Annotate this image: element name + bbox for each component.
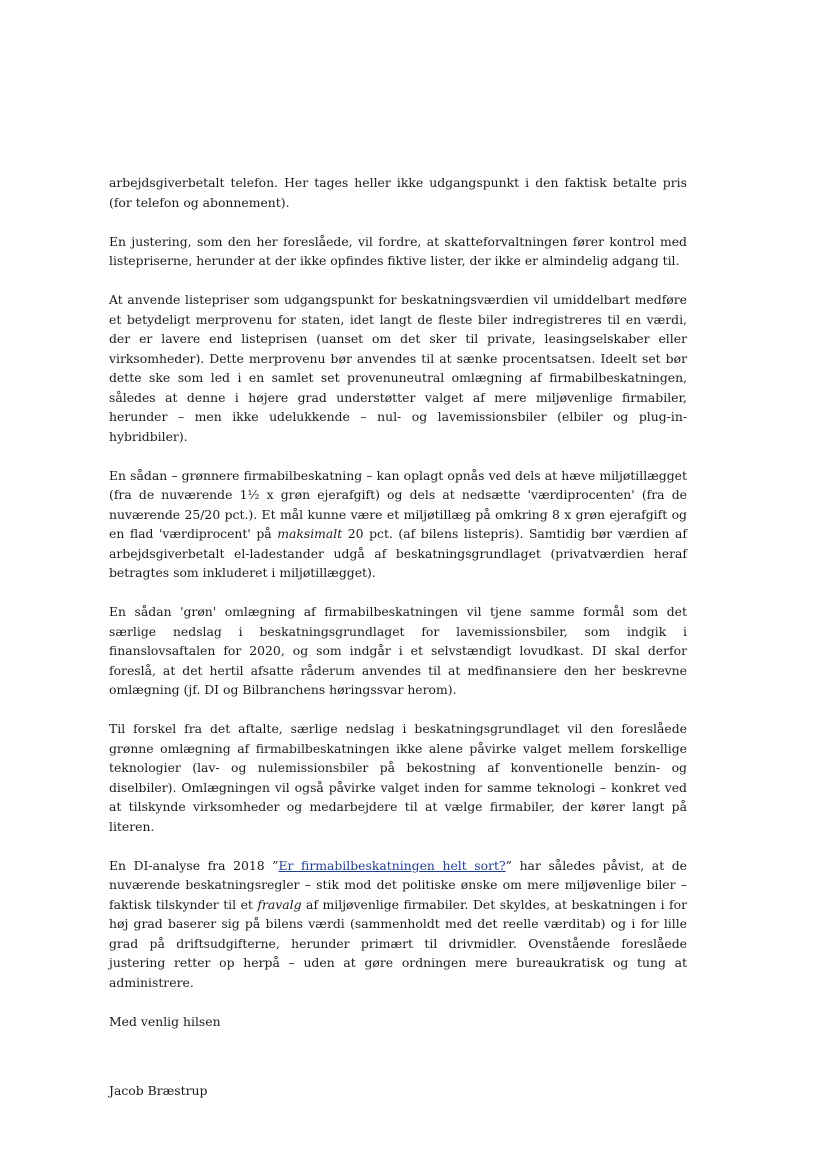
- paragraph-greener-taxation-text-1: En sådan – grønnere firmabilbeskatning – kan oplagt opnås ved dels at hæve miljøtillægget (fra de nuværende 1½ x grøn ejerafgift) og dels at nedsætte 'værdiprocenten' (fra de nuværende 25/20 pct.). Et mål kunne være et miljøtillæg på omkring 8 x grøn ejerafgift og en flad 'værdiprocent' på: [109, 467, 687, 541]
- paragraph-greener-taxation-text-2: 20 pct. (af bilens listepris). Samtidig bør værdien af arbejdsgiverbetalt el-ladestander udgå af beskatningsgrundlaget (privatværdien heraf betragtes som inkluderet i miljøtillægget).: [109, 526, 688, 580]
- paragraph-di-analysis-text-3: af miljøvenlige firmabiler. Det skyldes, at beskatningen i for høj grad baserer sig på bilens værdi (sammenholdt med det reelle værditab) og i for lille grad på driftsudgifterne, herunder primært til drivmidler. Ovenstående foreslåede justering retter op herpå – uden at gøre ordningen mere bureaukratisk og tung at administrere.: [109, 896, 688, 990]
- letter-body: [109, 173, 687, 1101]
- paragraph-revenue-neutral: At anvende listepriser som udgangspunkt for beskatningsværdien vil umiddelbart medføre et betydeligt merprovenu for staten, idet langt de fleste biler indregistreres til en værdi, der er lavere end listeprisen (uanset om det sker til private, leasingselskaber eller virksomheder). Dette merprovenu bør anvendes til at sænke procentsatsen. Ideelt set bør dette ske som led i en samlet set provenuneutral omlægning af firmabilbeskatningen, således at denne i højere grad understøtter valget af mere miljøvenlige firmabiler, herunder – men ikke udelukkende – nul- og lavemissionsbiler (elbiler og plug-in-hybridbiler).: [109, 292, 687, 444]
- paragraph-di-analysis-text-2: ” har således påvist, at de nuværende beskatningsregler – stik mod det politiske ønske om mere miljøvenlige biler – faktisk tilskynder til et: [109, 857, 688, 912]
- paragraph-greener-taxation: [109, 466, 687, 583]
- paragraph-list-price-control: En justering, som den her foreslåede, vil fordre, at skatteforvaltningen fører kontrol med listepriserne, herunder at der ikke opfindes fiktive lister, der ikke er almindelig adgang til.: [109, 233, 687, 268]
- paragraph-di-analysis-text-1: En DI-analyse fra 2018 ”: [109, 857, 279, 873]
- emphasis-maksimalt: maksimalt: [277, 526, 343, 541]
- closing-greeting: Med venlig hilsen: [109, 1013, 221, 1029]
- paragraph-phone-taxation: arbejdsgiverbetalt telefon. Her tages heller ikke udgangspunkt i den faktisk betalte pris (for telefon og abonnement).: [109, 175, 687, 210]
- di-analysis-link[interactable]: Er firmabilbeskatningen helt sort?: [278, 857, 506, 873]
- paragraph-di-analysis: [109, 856, 687, 993]
- paragraph-green-restructuring: En sådan 'grøn' omlægning af firmabilbeskatningen vil tjene samme formål som det særlige nedslag i beskatningsgrundlaget for lavemissionsbiler, som indgik i finanslovsaftalen for 2020, og som indgår i et selvstændigt lovudkast. DI skal derfor foreslå, at det hertil afsatte råderum anvendes til at medfinansiere den her beskrevne omlægning (jf. DI og Bilbranchens høringssvar herom).: [109, 604, 687, 697]
- signature-name: Jacob Bræstrup: [109, 1083, 208, 1098]
- emphasis-fravalg: fravalg: [257, 896, 302, 912]
- paragraph-technology-choice: Til forskel fra det aftalte, særlige nedslag i beskatningsgrundlaget vil den foreslåede grønne omlægning af firmabilbeskatningen ikke alene påvirke valget mellem forskellige teknologier (lav- og nulemissionsbiler på bekostning af konventionelle benzin- og diselbiler). Omlægningen vil også påvirke valget inden for samme teknologi – konkret ved at tilskynde virksomheder og medarbejdere til at vælge firmabiler, der kører langt på literen.: [109, 721, 687, 834]
